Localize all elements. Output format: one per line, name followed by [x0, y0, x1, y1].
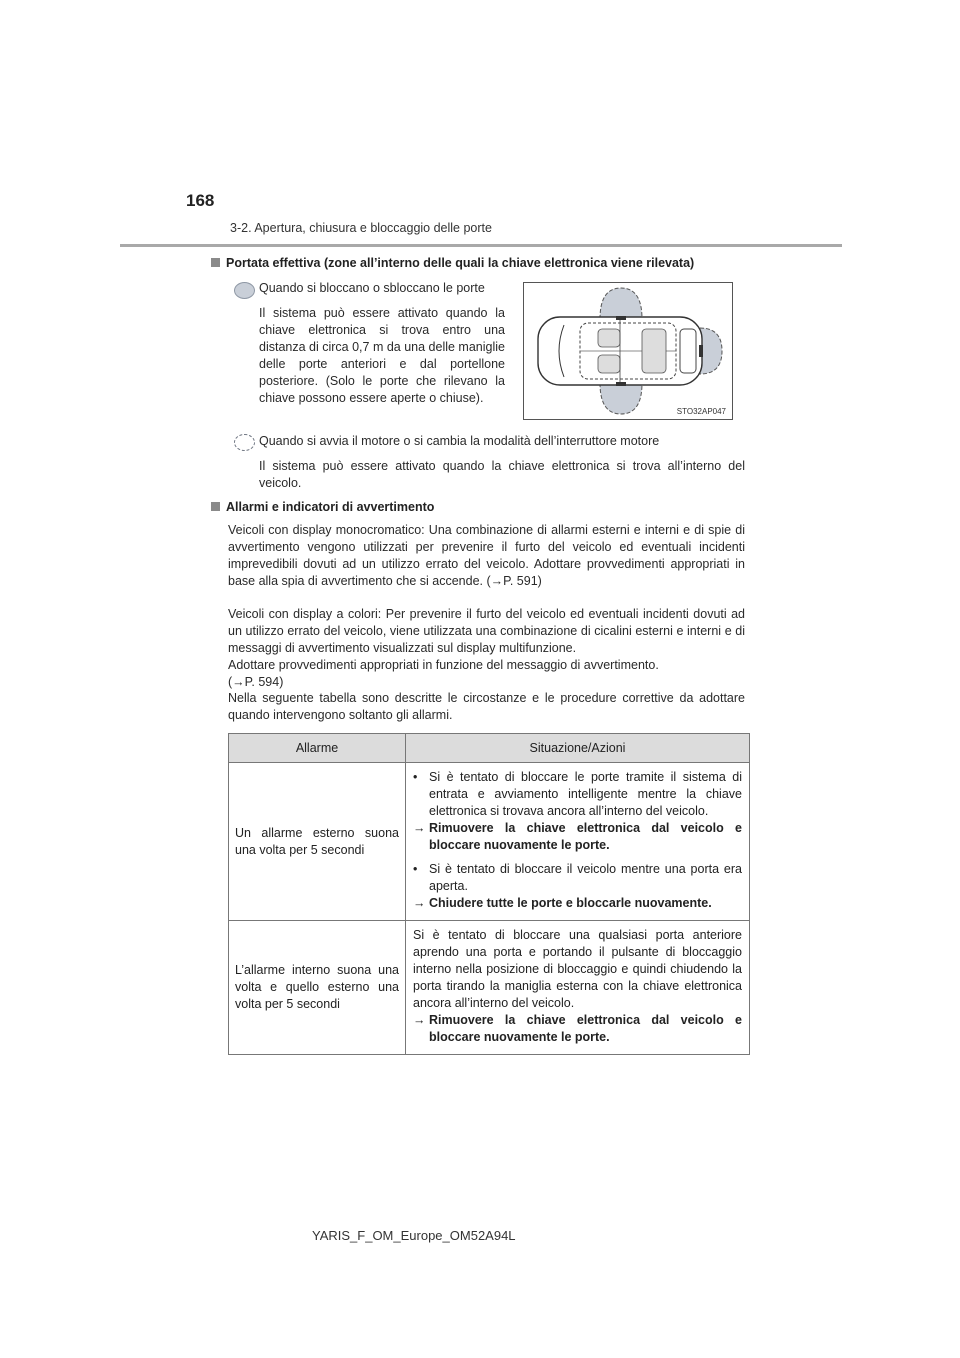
alarm-para-mono: Veicoli con display monocromatico: Una combinazione di allarmi esterni e interni e di spie di avvertimento vengono utilizzati per prevenire il furto del veicolo ed eventuali incidenti imprevedibili dovuti ad un utilizzo errato del veicolo. Adottare provvedimenti appropriati in base alla spia di avvertimento che si accende. (→P. 591) — [228, 523, 745, 588]
row2-alarm-cell: L’allarme interno suona una volta e quello esterno una volta per 5 secondi — [229, 921, 406, 1055]
row1-alarm-cell: Un allarme esterno suona una volta per 5 secondi — [229, 763, 406, 921]
section-header: 3-2. Apertura, chiusura e bloccaggio delle porte — [230, 221, 492, 235]
item1-title: Quando si bloccano o sbloccano le porte — [259, 281, 485, 295]
bullet-mark: • — [413, 770, 418, 784]
footer-code: YARIS_F_OM_Europe_OM52A94L — [312, 1228, 516, 1243]
alarm-heading-text: Allarmi e indicatori di avvertimento — [226, 500, 435, 514]
item2-title: Quando si avvia il motore o si cambia la modalità dell’interruttore motore — [259, 434, 660, 448]
door-handle-bottom — [616, 382, 626, 386]
header-divider — [120, 244, 842, 247]
item1-body: Il sistema può essere attivato quando la chiave elettronica si trova entro una distanza di circa 0,7 m da una delle maniglie delle porte anteriori e dal portellone posteriore. (Solo le porte che rilevano la chiave possono essere aperte o chiuse). — [259, 306, 505, 405]
figure-code: STO32AP047 — [676, 407, 726, 416]
col-header-alarm: Allarme — [229, 734, 406, 763]
square-bullet-icon — [211, 258, 220, 267]
rear-seat — [642, 329, 666, 373]
row2-text: Si è tentato di bloccare una qualsiasi porta anteriore aprendo una porta e portando il pulsante di bloccaggio interno nella posizione di bloccaggio e quindi chiudendo la porta tirando la maniglia esterna con la chiave elettronica ancora all’interno del veicolo. — [413, 928, 742, 1010]
row1-bullet-1 — [413, 769, 742, 820]
col-header-situation: Situazione/Azioni — [406, 734, 750, 763]
action-text: Rimuovere la chiave elettronica dal veicolo e bloccare nuovamente le porte. — [429, 821, 742, 852]
page-number: 168 — [186, 191, 215, 210]
arrow-icon: → — [413, 821, 426, 835]
front-seat-right — [598, 355, 620, 373]
alarm-table — [228, 733, 750, 1055]
table-row — [229, 763, 750, 921]
outer-zone-icon — [234, 282, 255, 299]
front-door-zone-top — [600, 288, 642, 319]
alarm-para-color-action: Adottare provvedimenti appropriati in funzione del messaggio di avvertimento. — [228, 658, 659, 672]
front-door-zone-bottom — [600, 383, 642, 414]
row1-bullet-2 — [413, 861, 742, 895]
hatch-handle — [699, 345, 703, 357]
range-heading-text: Portata effettiva (zone all’interno delle quali la chiave elettronica viene rilevata) — [226, 256, 695, 270]
range-heading — [211, 256, 694, 270]
rear-hatch-zone — [700, 328, 722, 374]
row1-action-2 — [413, 895, 742, 912]
key-range-figure — [523, 282, 733, 420]
arrow-icon: → — [413, 1013, 426, 1027]
table-header-row — [229, 734, 750, 763]
row2-action — [413, 1012, 742, 1046]
action-text: Chiudere tutte le porte e bloccarle nuovamente. — [429, 896, 712, 910]
alarm-heading — [211, 500, 434, 514]
row2-situation-cell — [406, 921, 750, 1055]
door-handle-top — [616, 316, 626, 320]
table-row — [229, 921, 750, 1055]
square-bullet-icon — [211, 502, 220, 511]
front-seat-left — [598, 329, 620, 347]
arrow-icon: → — [413, 896, 426, 910]
row1-action-1 — [413, 820, 742, 854]
alarm-para-table-intro: Nella seguente tabella sono descritte le circostanze e le procedure correttive da adottare quando intervengono soltanto gli allarmi. — [228, 691, 745, 722]
car-range-diagram — [524, 283, 732, 419]
alarm-para-color — [228, 606, 745, 691]
inner-zone-icon — [234, 434, 255, 451]
row1-situation-cell — [406, 763, 750, 921]
alarm-para-color-ref: (→P. 594) — [228, 675, 284, 689]
bullet-text: Si è tentato di bloccare le porte tramite il sistema di entrata e avviamento intelligente mentre la chiave elettronica si trovava ancora all’interno del veicolo. — [429, 770, 742, 818]
bullet-mark: • — [413, 862, 418, 876]
alarm-para-color-main: Veicoli con display a colori: Per prevenire il furto del veicolo ed eventuali incidenti dovuti ad un utilizzo errato del veicolo, viene utilizzata una combinazione di cicalini esterni e interni e di messaggi di avvertimento visualizzati sul display multifunzione. — [228, 607, 745, 655]
action-text: Rimuovere la chiave elettronica dal veicolo e bloccare nuovamente le porte. — [429, 1013, 742, 1044]
item2-body: Il sistema può essere attivato quando la chiave elettronica si trova all’interno del veicolo. — [259, 459, 745, 490]
bullet-text: Si è tentato di bloccare il veicolo mentre una porta era aperta. — [429, 862, 742, 893]
